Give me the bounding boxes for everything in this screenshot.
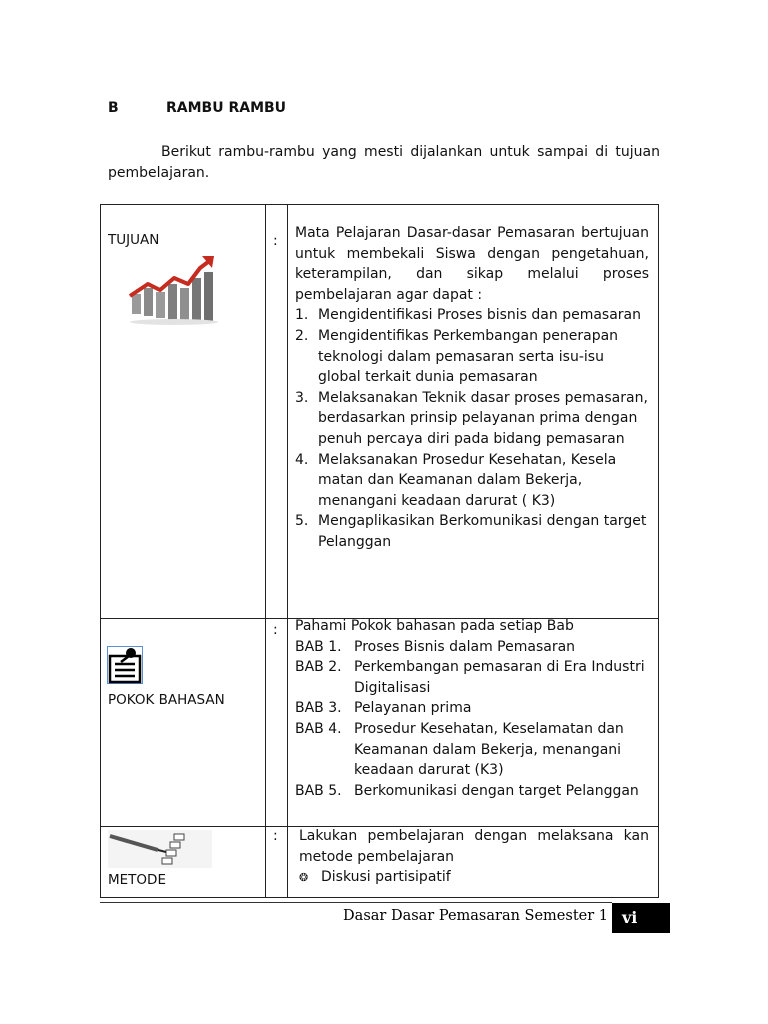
bab-item: BAB 2. Perkembangan pemasaran di Era Industri Digitalisasi [295, 659, 645, 696]
bab-item: BAB 4. Prosedur Kesehatan, Keselamatan dan Keamanan dalam Bekerja, menangani keadaan darurat (K3) [295, 720, 624, 779]
list-item: 3. Melaksanakan Teknik dasar proses pemasaran, berdasarkan prinsip pelayanan prima dengan penuh percaya diri pada bidang pemasaran [295, 389, 648, 447]
bab-item: BAB 3. Pelayanan prima [295, 700, 472, 717]
metode-content [299, 826, 649, 889]
footer-title: Dasar Dasar Pemasaran Semester 1 [343, 908, 608, 924]
checklist-pen-icon [108, 830, 212, 868]
intro-text: Berikut rambu-rambu yang mesti dijalankan untuk sampai di tujuan pembelajaran. [108, 144, 660, 181]
footer-rule [100, 902, 612, 903]
list-item: 4. Melaksanakan Prosedur Kesehatan, Kesela matan dan Keamanan dalam Bekerja, menangani keadaan darurat ( K3) [295, 451, 617, 509]
metode-intro: Lakukan pembelajaran dengan melaksana kan metode pembelajaran [299, 828, 649, 865]
tujuan-content [295, 223, 649, 553]
metode-label: METODE [108, 872, 166, 888]
bab-item: BAB 1. Proses Bisnis dalam Pemasaran [295, 638, 576, 655]
tujuan-intro: Mata Pelajaran Dasar-dasar Pemasaran bertujuan untuk membekali Siswa dengan pengetahuan, keterampilan, dan sikap melalui proses pembelajaran agar dapat : [295, 225, 649, 303]
metode-colon: : [273, 828, 278, 844]
tujuan-list [295, 305, 649, 552]
tujuan-colon: : [273, 233, 278, 249]
clipboard-pin-icon [107, 646, 143, 684]
section-title: RAMBU RAMBU [166, 100, 287, 116]
pokok-colon: : [273, 622, 278, 638]
growth-chart-icon [128, 254, 228, 326]
bullet-icon: ❂ [299, 871, 309, 885]
metode-bullet-item: ❂ Diskusi partisipatif [299, 867, 649, 889]
pokok-intro: Pahami Pokok bahasan pada setiap Bab [295, 618, 574, 634]
list-item: 1. Mengidentifikasi Proses bisnis dan pemasaran [295, 307, 642, 324]
list-item: 5. Mengaplikasikan Berkomunikasi dengan target Pelanggan [295, 513, 647, 550]
page-number: vi [612, 903, 670, 933]
section-heading [108, 100, 286, 116]
tujuan-label: TUJUAN [108, 232, 160, 248]
rambu-table [100, 204, 659, 898]
bab-item: BAB 5. Berkomunikasi dengan target Pelanggan [295, 782, 639, 799]
pokok-label: POKOK BAHASAN [108, 692, 225, 708]
section-number: B [108, 100, 119, 116]
intro-paragraph [108, 142, 660, 184]
list-item: 2. Mengidentifikas Perkembangan penerapan teknologi dalam pemasaran serta isu-isu global terkait dunia pemasaran [295, 327, 619, 386]
pokok-content [295, 616, 655, 801]
